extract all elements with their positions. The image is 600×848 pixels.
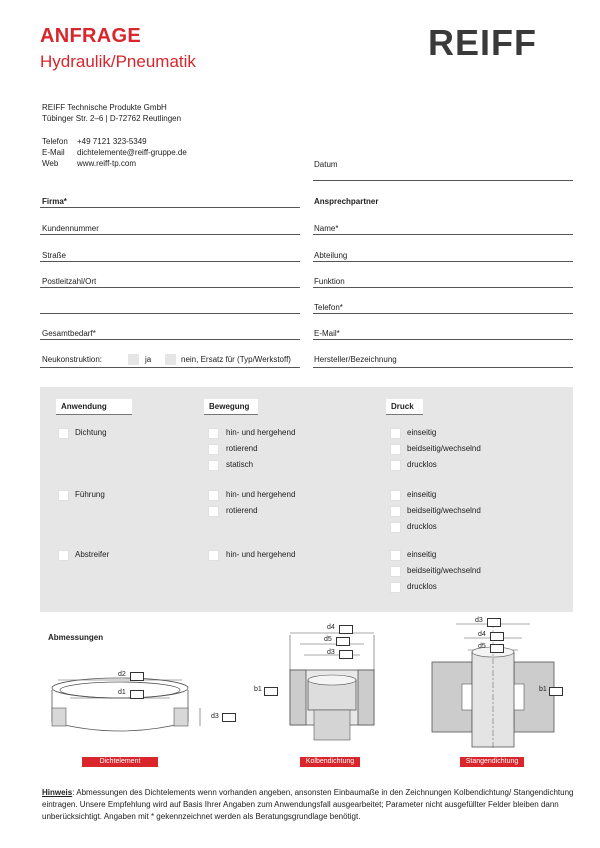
b1-stange-input[interactable] bbox=[549, 687, 563, 696]
d3-stange-label: d3 bbox=[475, 617, 483, 624]
d2-input[interactable] bbox=[130, 672, 144, 681]
fuehrung-checkbox[interactable] bbox=[58, 490, 69, 501]
d3-input[interactable] bbox=[222, 713, 236, 722]
b1-stange-label: b1 bbox=[539, 686, 547, 693]
bewegung-checkbox-2[interactable] bbox=[208, 444, 219, 455]
kolbendichtung-drawing bbox=[262, 625, 392, 750]
web-label: Web bbox=[42, 159, 59, 168]
d1-label: d1 bbox=[118, 689, 126, 696]
abstreifer-checkbox[interactable] bbox=[58, 550, 69, 561]
druck-label-6: drucklos bbox=[407, 522, 437, 531]
ja-label: ja bbox=[145, 355, 152, 364]
email-value: dichtelemente@reiff-gruppe.de bbox=[77, 148, 187, 157]
hinweis-label: Hinweis bbox=[42, 788, 73, 797]
neukonstruktion-ja-checkbox[interactable] bbox=[128, 354, 139, 365]
druck-label-7: einseitig bbox=[407, 550, 437, 559]
bewegung-checkbox-6[interactable] bbox=[208, 550, 219, 561]
druck-checkbox-9[interactable] bbox=[390, 582, 401, 593]
abteilung-field[interactable] bbox=[313, 261, 573, 262]
druck-label-1: einseitig bbox=[407, 428, 437, 437]
d4-stange-input[interactable] bbox=[490, 632, 504, 641]
d5-input[interactable] bbox=[336, 637, 350, 646]
options-panel bbox=[40, 387, 573, 612]
gesamtbedarf-label: Gesamtbedarf* bbox=[42, 329, 96, 338]
page-subtitle: Hydraulik/Pneumatik bbox=[40, 52, 196, 71]
druck-checkbox-7[interactable] bbox=[390, 550, 401, 561]
d5-stange-label: d5 bbox=[478, 643, 486, 650]
dichtung-label: Dichtung bbox=[75, 428, 107, 437]
bewegung-header: Bewegung bbox=[204, 399, 258, 415]
telefon-field[interactable] bbox=[313, 313, 573, 314]
email-label: E-Mail bbox=[42, 148, 65, 157]
druck-checkbox-6[interactable] bbox=[390, 522, 401, 533]
neukonstruktion-field[interactable] bbox=[40, 367, 300, 368]
druck-checkbox-8[interactable] bbox=[390, 566, 401, 577]
bewegung-label-3: statisch bbox=[226, 460, 254, 469]
druck-checkbox-1[interactable] bbox=[390, 428, 401, 439]
nein-label: nein, Ersatz für (Typ/Werkstoff) bbox=[181, 355, 291, 364]
funktion-label: Funktion bbox=[314, 277, 345, 286]
ansprechpartner-label: Ansprechpartner bbox=[314, 197, 379, 206]
druck-label-2: beidseitig/wechselnd bbox=[407, 444, 481, 453]
d4-label: d4 bbox=[327, 624, 335, 631]
strasse-label: Straße bbox=[42, 251, 67, 260]
bewegung-checkbox-1[interactable] bbox=[208, 428, 219, 439]
druck-checkbox-5[interactable] bbox=[390, 506, 401, 517]
druck-header: Druck bbox=[386, 399, 423, 415]
d4-stange-label: d4 bbox=[478, 631, 486, 638]
name-field[interactable] bbox=[313, 234, 573, 235]
plz-ort-field[interactable] bbox=[40, 287, 300, 288]
d5-label: d5 bbox=[324, 636, 332, 643]
d2-label: d2 bbox=[118, 671, 126, 678]
d4-input[interactable] bbox=[339, 625, 353, 634]
b1-label: b1 bbox=[254, 686, 262, 693]
plz-ort-label: Postleitzahl/Ort bbox=[42, 277, 97, 286]
kolbendichtung-label: Kolbendichtung bbox=[300, 757, 360, 767]
contact-labels bbox=[42, 136, 68, 169]
neukonstruktion-label: Neukonstruktion: bbox=[42, 355, 103, 364]
bewegung-label-2: rotierend bbox=[226, 444, 258, 453]
kundennummer-field[interactable] bbox=[40, 234, 300, 235]
gesamtbedarf-field[interactable] bbox=[40, 339, 300, 340]
web-value: www.reiff-tp.com bbox=[77, 159, 136, 168]
druck-label-5: beidseitig/wechselnd bbox=[407, 506, 481, 515]
d3-stange-input[interactable] bbox=[487, 618, 501, 627]
d3-label: d3 bbox=[211, 713, 219, 720]
funktion-field[interactable] bbox=[313, 287, 573, 288]
contact-values bbox=[77, 136, 187, 169]
abteilung-label: Abteilung bbox=[314, 251, 348, 260]
druck-checkbox-2[interactable] bbox=[390, 444, 401, 455]
kundennummer-label: Kundennummer bbox=[42, 224, 99, 233]
druck-checkbox-3[interactable] bbox=[390, 460, 401, 471]
hinweis-note bbox=[42, 787, 577, 823]
druck-label-8: beidseitig/wechselnd bbox=[407, 566, 481, 575]
bewegung-checkbox-3[interactable] bbox=[208, 460, 219, 471]
hersteller-label: Hersteller/Bezeichnung bbox=[314, 355, 397, 364]
bewegung-checkbox-5[interactable] bbox=[208, 506, 219, 517]
druck-checkbox-4[interactable] bbox=[390, 490, 401, 501]
logo-text: REIFF bbox=[428, 26, 537, 58]
firma-field[interactable] bbox=[40, 207, 300, 208]
phone-value: +49 7121 323-5349 bbox=[77, 137, 147, 146]
abstreifer-label: Abstreifer bbox=[75, 550, 110, 559]
d5-stange-input[interactable] bbox=[490, 644, 504, 653]
email-field-label: E-Mail* bbox=[314, 329, 340, 338]
datum-field[interactable] bbox=[313, 180, 573, 181]
hinweis-text: : Abmessungen des Dichtelements wenn vorhanden angeben, ansonsten Einbaumaße in den Zeichnungen Kolbendichtung/ Stangendichtung eintragen. Unsere Empfehlung wird auf Basis Ihrer Angaben zum Anwendungsfall ausgearbeitet; Parameter nicht ausgefüllter Felder bleiben dann unberücksichtigt. Angaben mit * gekennzeichnet werden als Beratungsgrundlage benötigt. bbox=[42, 788, 574, 821]
email-field[interactable] bbox=[313, 339, 573, 340]
d3-kolben-input[interactable] bbox=[339, 650, 353, 659]
bewegung-label-4: hin- und hergehend bbox=[226, 490, 296, 499]
page-title: ANFRAGE bbox=[40, 25, 141, 47]
strasse-field[interactable] bbox=[40, 261, 300, 262]
firma-label: Firma* bbox=[42, 197, 67, 206]
telefon-field-label: Telefon* bbox=[314, 303, 343, 312]
name-label: Name* bbox=[314, 224, 339, 233]
plz-ort-field-2[interactable] bbox=[40, 313, 300, 314]
bewegung-checkbox-4[interactable] bbox=[208, 490, 219, 501]
abmessungen-title: Abmessungen bbox=[48, 633, 104, 642]
company-name: REIFF Technische Produkte GmbH bbox=[42, 103, 167, 112]
d3-kolben-label: d3 bbox=[327, 649, 335, 656]
b1-input[interactable] bbox=[264, 687, 278, 696]
reiff-logo bbox=[428, 26, 574, 58]
bewegung-label-6: hin- und hergehend bbox=[226, 550, 296, 559]
hersteller-field[interactable] bbox=[313, 367, 573, 368]
company-address: Tübinger Str. 2–6 | D-72762 Reutlingen bbox=[42, 114, 182, 123]
datum-label: Datum bbox=[314, 160, 338, 169]
company-block bbox=[42, 102, 181, 124]
dichtelement-label: Dichtelement bbox=[82, 757, 158, 767]
druck-label-9: drucklos bbox=[407, 582, 437, 591]
fuehrung-label: Führung bbox=[75, 490, 105, 499]
dichtung-checkbox[interactable] bbox=[58, 428, 69, 439]
phone-label: Telefon bbox=[42, 137, 68, 146]
druck-label-3: drucklos bbox=[407, 460, 437, 469]
druck-label-4: einseitig bbox=[407, 490, 437, 499]
anwendung-header: Anwendung bbox=[56, 399, 132, 415]
d1-input[interactable] bbox=[130, 690, 144, 699]
neukonstruktion-nein-checkbox[interactable] bbox=[165, 354, 176, 365]
bewegung-label-5: rotierend bbox=[226, 506, 258, 515]
bewegung-label-1: hin- und hergehend bbox=[226, 428, 296, 437]
stangendichtung-label: Stangendichtung bbox=[460, 757, 524, 767]
